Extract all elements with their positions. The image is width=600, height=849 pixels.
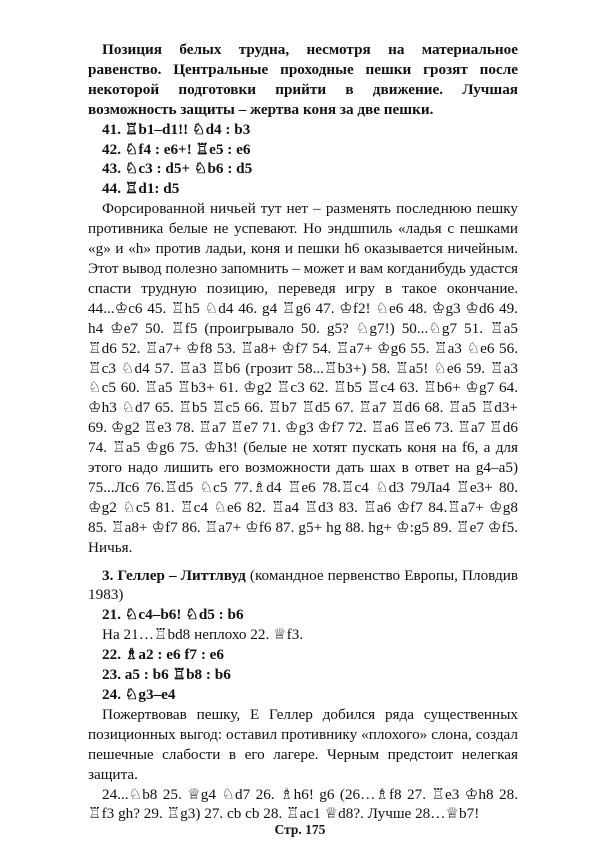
move-line: 23. a5 : b6 ♖b8 : b6: [102, 666, 231, 684]
move-line: 42. ♘f4 : e6+! ♖e5 : e6: [102, 140, 251, 158]
move-line: 22. ♗a2 : e6 f7 : e6: [102, 646, 225, 664]
move-line: 43. ♘c3 : d5+ ♘b6 : d5: [102, 160, 253, 178]
game-header: 3. Геллер – Литтлвуд (командное первенство Европы, Пловдив 1983): [88, 566, 518, 604]
move-line: 21. ♘c4–b6! ♘d5 : b6: [102, 606, 244, 624]
commentary-paragraph: Пожертвовав пешку, Е Геллер добился ряда существенных позиционных выгод: оставил противнику «плохого» слона, создал пешечные слабости в его лагере. Черным предстоит нелегкая защита.: [88, 705, 518, 783]
game-title: 3. Геллер – Литтлвуд: [102, 566, 246, 584]
commentary-paragraph: Форсированной ничьей тут нет – разменять последнюю пешку противника белые не успевают. Но эндшпиль «ладья с пешками «g» и «h» против ладьи, коня и пешки h6 оказывается ничейным. Этот вывод полезно запомнить – может и вам когданибудь удастся спасти трудную позицию, переведя игру в такое окончание. 44...♔c6 45. ♖h5 ♘d4 46. g4 ♖g6 47. ♔f2! ♘e6 48. ♔g3 ♔d6 49. h4 ♔e7 50. ♖f5 (проигрывало 50. g5? ♘g7!) 50...♘g7 51. ♖a5 ♖d6 52. ♖a7+ ♔f8 53. ♖a8+ ♔f7 54. ♖a7+ ♔g6 55. ♖a3 ♘e6 56. ♖c3 ♘d4 57. ♖a3 ♖b6 (грозит 58...♖b3+) 58. ♖a5! ♘e6 59. ♖a3 ♘c5 60. ♖a5 ♖b3+ 61. ♔g2 ♖c3 62. ♖b5 ♖c4 63. ♖b6+ ♔g7 64. ♔h3 ♘d7 65. ♖b5 ♖c5 66. ♖b7 ♖d5 67. ♖a7 ♖d6 68. ♖a5 ♖d3+ 69. ♔g2 ♖e3 78. ♖a7 ♖e7 71. ♔g3 ♔f7 72. ♖a6 ♖e6 73. ♖a7 ♖d6 74. ♖a5 ♔g6 75. ♔h3! (белые не хотят пускать коня на f6, а для этого надо лишить его возможности дать шах в ответ на g4–a5) 75...Лc6 76.♖d5 ♘c5 77.♗d4 ♖e6 78.♖c4 ♘d3 79Лa4 ♖e3+ 80. ♔g2 ♘c5 81. ♖c4 ♘e6 82. ♖a4 ♖d3 83. ♖a6 ♔f7 84.♖a7+ ♔g8 85. ♖a8+ ♔f7 86. ♖a7+ ♔f6 87. g5+ hg 88. hg+ ♔:g5 89. ♖e7 ♔f5. Ничья.: [88, 200, 518, 556]
note-paragraph: На 21…♖bd8 неплохо 22. ♕f3.: [102, 626, 304, 644]
move-line: 24. ♘g3–e4: [102, 686, 176, 703]
commentary-paragraph: 24...♘b8 25. ♕g4 ♘d7 26. ♗h6! g6 (26…♗f8 27. ♖e3 ♔h8 28. ♖f3 gh? 29. ♖g3) 27. cb cb 28. ♖ac1 ♕d8?. Лучше 28…♕b7!: [88, 785, 518, 823]
page-content: [88, 40, 518, 824]
move-line: 44. ♖d1: d5: [102, 180, 180, 198]
intro-paragraph: Позиция белых трудна, несмотря на материальное равенство. Центральные проходные пешки грозят после некоторой подготовки прийти в движение. Лучшая возможность защиты – жертва коня за две пешки.: [88, 41, 518, 118]
page-number: Стр. 175: [274, 822, 326, 837]
move-line: 41. ♖b1–d1!! ♘d4 : b3: [102, 120, 251, 138]
spacer: [88, 558, 518, 566]
